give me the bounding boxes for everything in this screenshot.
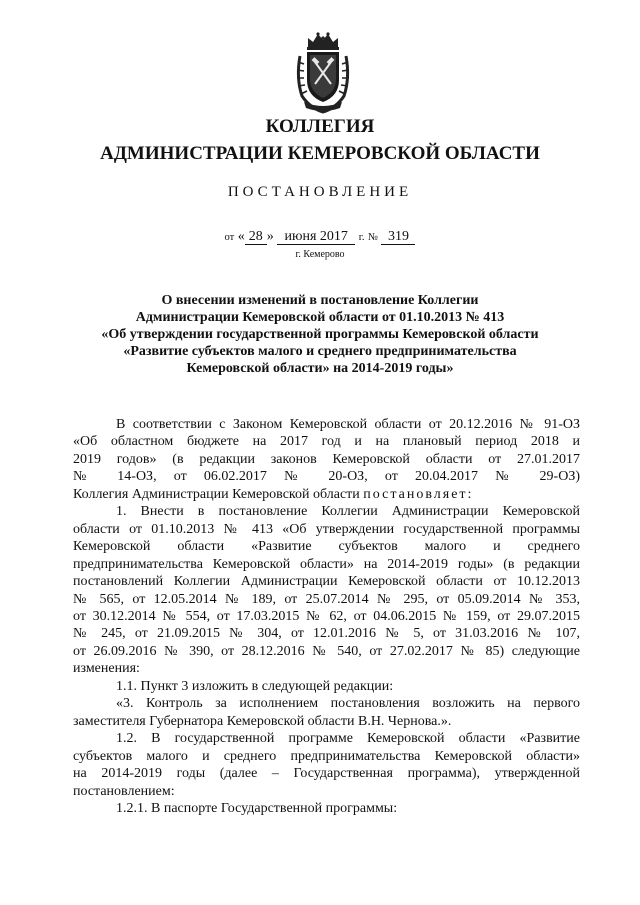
- body-line: от 30.12.2014 № 554, от 17.03.2015 № 62, от 04.06.2015 № 159, от 29.07.2015: [73, 608, 580, 624]
- body-line: № 565, от 12.05.2014 № 189, от 25.07.2014 № 295, от 05.09.2014 № 353,: [73, 591, 580, 607]
- body-line: «3. Контроль за исполнением постановления возложить на первого: [116, 696, 580, 712]
- body-line: предпринимательства Кемеровской области» на 2014-2019 годы» (в редакции: [73, 556, 580, 572]
- body-line: Кемеровской области «Развитие субъектов малого и среднего: [73, 539, 580, 555]
- body-line: № 14-ОЗ, от 06.02.2017 № 20-ОЗ, от 20.04.2017 № 29-ОЗ): [73, 469, 580, 485]
- date-open-quote: «: [237, 229, 245, 244]
- body-line: области от 01.10.2013 № 413 «Об утверждении государственной программы: [73, 521, 580, 537]
- body-line: постановлений Коллегии Администрации Кемеровской области от 10.12.2013: [73, 574, 580, 590]
- number-sign: №: [367, 232, 378, 243]
- body-line: на 2014-2019 годы (далее – Государственная программа), утвержденной: [73, 766, 580, 782]
- body-line: 2019 годов» (в редакции законов Кемеровской области от 27.01.2017: [73, 451, 580, 467]
- body-line: субъектов малого и среднего предпринимательства Кемеровской области»: [73, 748, 580, 764]
- decree-city: г. Кемерово: [295, 249, 345, 260]
- coat-of-arms-emblem: [294, 26, 352, 114]
- body-line: № 245, от 21.09.2015 № 304, от 12.01.2016 № 5, от 31.03.2016 № 107,: [73, 626, 580, 642]
- decree-body: [73, 416, 580, 817]
- body-line: 1.2. В государственной программе Кемеровской области «Развитие: [116, 731, 580, 747]
- decree-date-line: [0, 229, 640, 245]
- body-line: 1. Внести в постановление Коллегии Администрации Кемеровской: [116, 504, 580, 520]
- decree-number: 319: [381, 229, 415, 245]
- date-close-quote: »: [266, 229, 274, 244]
- title-line: О внесении изменений в постановление Коллегии: [161, 293, 479, 308]
- decree-day: 28: [245, 229, 267, 245]
- body-line: от 26.09.2016 № 390, от 28.12.2016 № 540, от 27.02.2017 № 85) следующие: [73, 643, 580, 659]
- decree-title: [60, 292, 580, 377]
- date-prefix: от: [224, 232, 235, 243]
- resolves-word: постановляет:: [363, 486, 474, 502]
- body-line: «Об областном бюджете на 2017 год и на плановый период 2018 и: [73, 434, 580, 450]
- title-line: «Развитие субъектов малого и среднего предпринимательства: [123, 344, 517, 359]
- body-line: В соответствии с Законом Кемеровской области от 20.12.2016 № 91-ОЗ: [116, 417, 580, 432]
- body-line: 1.2.1. В паспорте Государственной программы:: [116, 800, 398, 816]
- body-line: [73, 486, 580, 503]
- document-type: ПОСТАНОВЛЕНИЕ: [227, 184, 413, 200]
- title-line: «Об утверждении государственной программы Кемеровской области: [101, 327, 539, 342]
- org-name-line2: АДМИНИСТРАЦИИ КЕМЕРОВСКОЙ ОБЛАСТИ: [100, 143, 540, 164]
- resolution-preamble: Коллегия Администрации Кемеровской области: [73, 486, 360, 502]
- body-line: постановлением:: [73, 783, 175, 799]
- body-line: заместителя Губернатора Кемеровской области В.Н. Чернова.».: [73, 713, 452, 729]
- org-name-line1: КОЛЛЕГИЯ: [265, 116, 375, 137]
- decree-month-year: июня 2017: [277, 229, 355, 245]
- body-line: изменения:: [73, 661, 140, 677]
- title-line: Кемеровской области» на 2014-2019 годы»: [186, 361, 454, 376]
- title-line: Администрации Кемеровской области от 01.10.2013 № 413: [135, 310, 505, 325]
- body-line: 1.1. Пункт 3 изложить в следующей редакции:: [116, 678, 394, 694]
- date-year-suffix: г.: [358, 232, 365, 243]
